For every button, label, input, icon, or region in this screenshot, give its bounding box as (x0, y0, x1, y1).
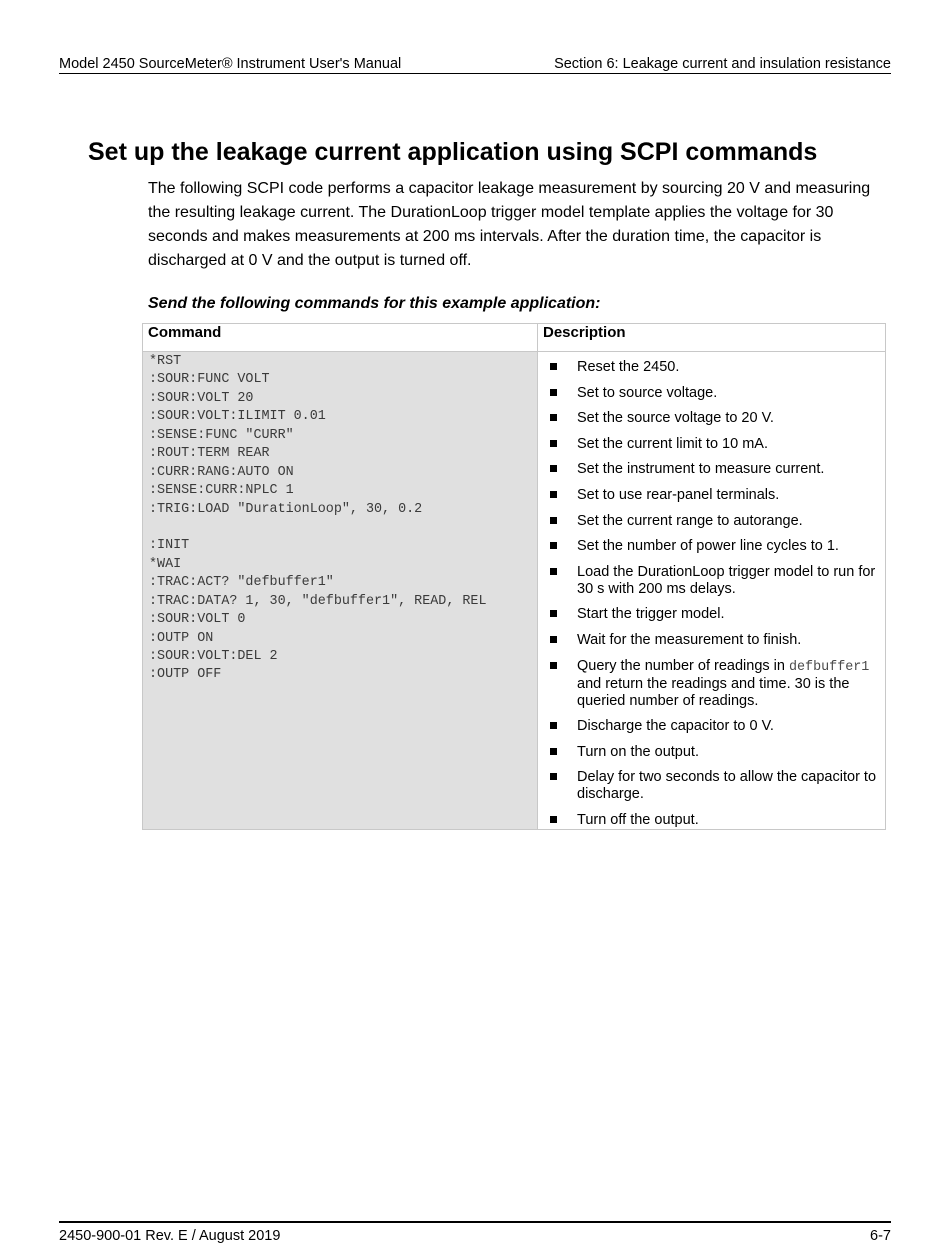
column-header-description: Description (538, 324, 886, 352)
square-bullet-icon (550, 636, 557, 643)
commands-lead-in: Send the following commands for this example application: (148, 295, 601, 312)
column-header-command: Command (143, 324, 538, 352)
description-text: Reset the 2450. (577, 359, 680, 375)
description-item (550, 769, 877, 803)
description-text: Set to source voltage. (577, 384, 718, 401)
description-item (550, 359, 877, 376)
description-text: Set the instrument to measure current. (577, 461, 825, 478)
code-line: *RST (149, 354, 182, 369)
scpi-code-block (143, 352, 538, 830)
code-line: :SENSE:FUNC "CURR" (149, 427, 294, 443)
page-title: Set up the leakage current application using SCPI commands (88, 138, 818, 166)
description-text: Turn off the output. (577, 811, 699, 828)
square-bullet-icon (550, 568, 557, 575)
square-bullet-icon (550, 491, 557, 498)
description-item (550, 410, 877, 427)
running-footer (59, 1221, 891, 1244)
description-text: Set to use rear-panel terminals. (577, 486, 780, 503)
code-line: :SENSE:CURR:NPLC 1 (149, 483, 294, 499)
code-line: :ROUT:TERM REAR (149, 446, 270, 462)
header-manual-title: Model 2450 SourceMeter® Instrument User's Manual (59, 56, 402, 72)
description-text: Delay for two seconds to allow the capacitor to discharge. (577, 769, 877, 803)
code-line: :SOUR:VOLT 20 (149, 390, 254, 406)
square-bullet-icon (550, 414, 557, 421)
description-item (550, 812, 877, 829)
description-item (550, 744, 877, 761)
code-line (149, 519, 537, 537)
code-line: :SOUR:VOLT:DEL 2 (149, 649, 278, 664)
square-bullet-icon (550, 517, 557, 524)
code-line: :SOUR:FUNC VOLT (149, 372, 270, 388)
description-item (550, 632, 877, 649)
description-text: Start the trigger model. (577, 606, 725, 623)
square-bullet-icon (550, 465, 557, 472)
square-bullet-icon (550, 662, 557, 669)
description-text: Turn on the output. (577, 743, 699, 760)
square-bullet-icon (550, 363, 557, 370)
square-bullet-icon (550, 389, 557, 396)
description-text: Query the number of readings in (577, 657, 789, 674)
command-table (142, 323, 886, 830)
table-header-row (143, 324, 886, 352)
description-item (550, 487, 877, 504)
description-text: Load the DurationLoop trigger model to run for 30 s with 200 ms delays. (577, 563, 876, 597)
code-line: :SOUR:VOLT:ILIMIT 0.01 (149, 409, 326, 425)
description-text: Discharge the capacitor to 0 V. (577, 718, 774, 735)
description-item (550, 461, 877, 478)
table-row (143, 352, 886, 830)
square-bullet-icon (550, 542, 557, 549)
footer-document-id: 2450-900-01 Rev. E / August 2019 (59, 1228, 281, 1244)
inline-code: defbuffer1 (788, 659, 870, 675)
code-line: :INIT (149, 538, 190, 554)
code-line: :TRAC:ACT? "defbuffer1" (149, 575, 334, 591)
description-list (550, 359, 877, 829)
square-bullet-icon (550, 773, 557, 780)
description-cell (538, 352, 886, 830)
code-line: :CURR:RANG:AUTO ON (149, 464, 294, 480)
running-header (59, 56, 891, 74)
description-item (550, 658, 877, 710)
description-text: Set the current range to autorange. (577, 512, 803, 529)
code-line: :SOUR:VOLT 0 (149, 612, 246, 628)
code-line: :TRIG:LOAD "DurationLoop", 30, 0.2 (149, 501, 423, 517)
square-bullet-icon (550, 816, 557, 823)
code-line: *WAI (149, 556, 182, 572)
code-line: :OUTP OFF (149, 667, 222, 683)
description-text: Set the number of power line cycles to 1. (577, 538, 839, 555)
intro-paragraph: The following SCPI code performs a capacitor leakage measurement by sourcing 20 V and measuring the resulting leakage current. The DurationLoop trigger model template applies the voltage for 30 seconds and makes measurements at 200 ms intervals. After the duration time, the capacitor is discharged at 0 V and the output is turned off. (148, 180, 871, 269)
description-item (550, 564, 877, 598)
description-item (550, 718, 877, 735)
square-bullet-icon (550, 610, 557, 617)
description-text: Set the current limit to 10 mA. (577, 435, 768, 452)
code-line: :TRAC:DATA? 1, 30, "defbuffer1", READ, REL (149, 593, 487, 609)
square-bullet-icon (550, 440, 557, 447)
description-item (550, 385, 877, 402)
description-text: Wait for the measurement to finish. (577, 631, 802, 648)
description-text: and return the readings and time. 30 is the queried number of readings. (577, 675, 850, 709)
square-bullet-icon (550, 722, 557, 729)
description-item (550, 606, 877, 623)
description-item (550, 538, 877, 555)
description-text: Set the source voltage to 20 V. (577, 410, 774, 427)
footer-page-number: 6-7 (870, 1228, 891, 1244)
description-item (550, 436, 877, 453)
header-section-title: Section 6: Leakage current and insulation resistance (554, 56, 891, 72)
code-line: :OUTP ON (149, 630, 214, 646)
square-bullet-icon (550, 748, 557, 755)
description-item (550, 513, 877, 530)
